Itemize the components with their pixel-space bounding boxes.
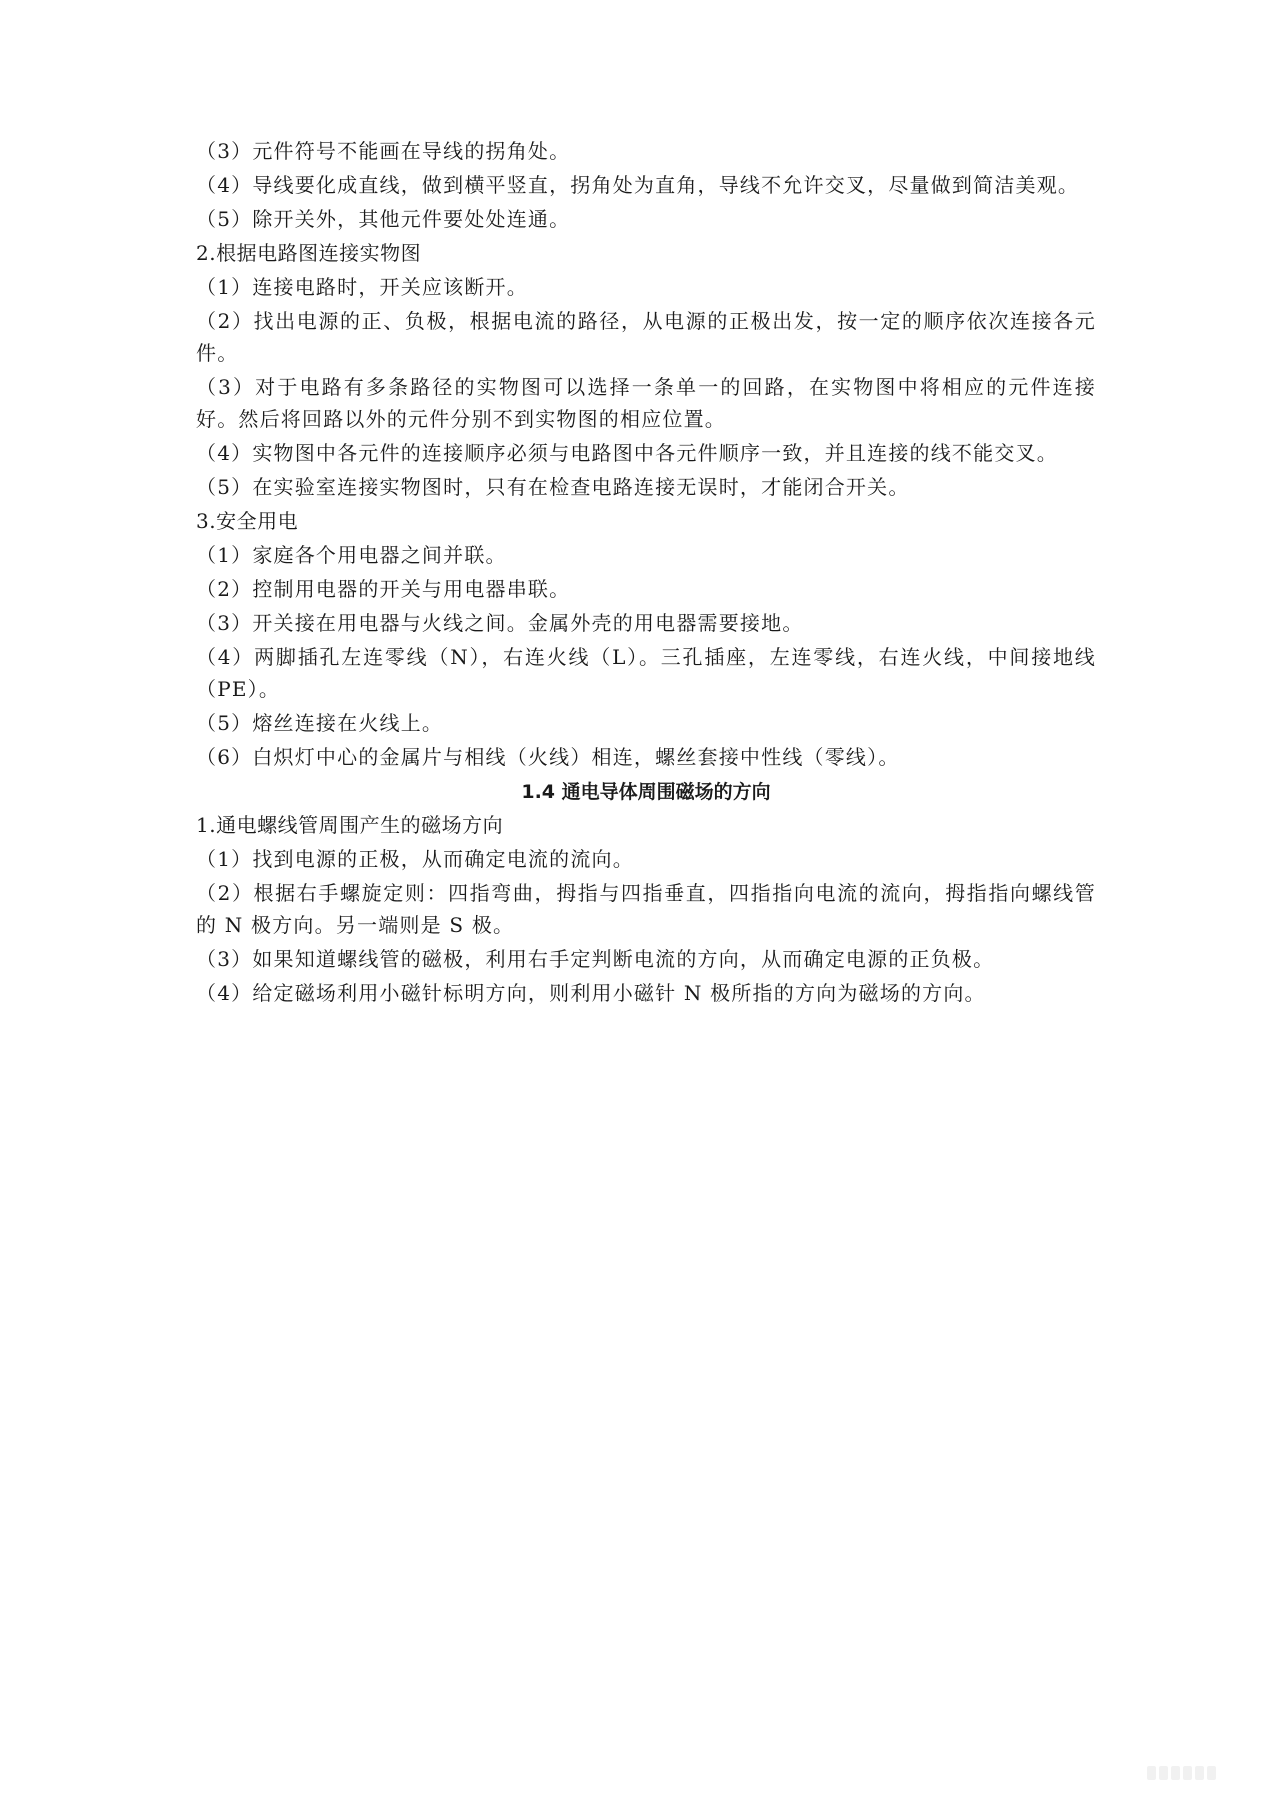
list-item: （4）给定磁场利用小磁针标明方向，则利用小磁针 N 极所指的方向为磁场的方向。 xyxy=(196,981,986,1005)
list-item: （4）导线要化成直线，做到横平竖直，拐角处为直角，导线不允许交叉，尽量做到简洁美观。 xyxy=(196,173,1080,197)
list-item: （1）连接电路时，开关应该断开。 xyxy=(196,275,528,299)
watermark-logo xyxy=(1147,1764,1225,1782)
list-item: （2）根据右手螺旋定则：四指弯曲，拇指与四指垂直，四指指向电流的流向，拇指指向螺线管的 N 极方向。另一端则是 S 极。 xyxy=(196,881,1096,937)
subsection-heading: 3.安全用电 xyxy=(196,509,299,533)
list-item: （3）元件符号不能画在导线的拐角处。 xyxy=(196,139,571,163)
list-item: （3）如果知道螺线管的磁极，利用右手定判断电流的方向，从而确定电源的正负极。 xyxy=(196,947,995,971)
section-title: 1.4 通电导体周围磁场的方向 xyxy=(521,781,771,803)
list-item: （3）对于电路有多条路径的实物图可以选择一条单一的回路，在实物图中将相应的元件连接好。然后将回路以外的元件分别不到实物图的相应位置。 xyxy=(196,375,1096,431)
list-item: （5）熔丝连接在火线上。 xyxy=(196,711,444,735)
document-page xyxy=(196,135,1096,1011)
list-item: （4）实物图中各元件的连接顺序必须与电路图中各元件顺序一致，并且连接的线不能交叉。 xyxy=(196,441,1058,465)
subsection-heading: 2.根据电路图连接实物图 xyxy=(196,241,422,265)
list-item: （3）开关接在用电器与火线之间。金属外壳的用电器需要接地。 xyxy=(196,611,804,635)
list-item: （5）在实验室连接实物图时，只有在检查电路连接无误时，才能闭合开关。 xyxy=(196,475,910,499)
subsection-heading: 1.通电螺线管周围产生的磁场方向 xyxy=(196,813,504,837)
list-item: （4）两脚插孔左连零线（N），右连火线（L）。三孔插座，左连零线，右连火线，中间接地线（PE）。 xyxy=(196,645,1096,701)
list-item: （2）找出电源的正、负极，根据电流的路径，从电源的正极出发，按一定的顺序依次连接各元件。 xyxy=(196,309,1096,365)
list-item: （2）控制用电器的开关与用电器串联。 xyxy=(196,577,571,601)
list-item: （1）找到电源的正极，从而确定电流的流向。 xyxy=(196,847,634,871)
list-item: （1）家庭各个用电器之间并联。 xyxy=(196,543,507,567)
list-item: （5）除开关外，其他元件要处处连通。 xyxy=(196,207,571,231)
list-item: （6）白炽灯中心的金属片与相线（火线）相连，螺丝套接中性线（零线）。 xyxy=(196,745,900,769)
